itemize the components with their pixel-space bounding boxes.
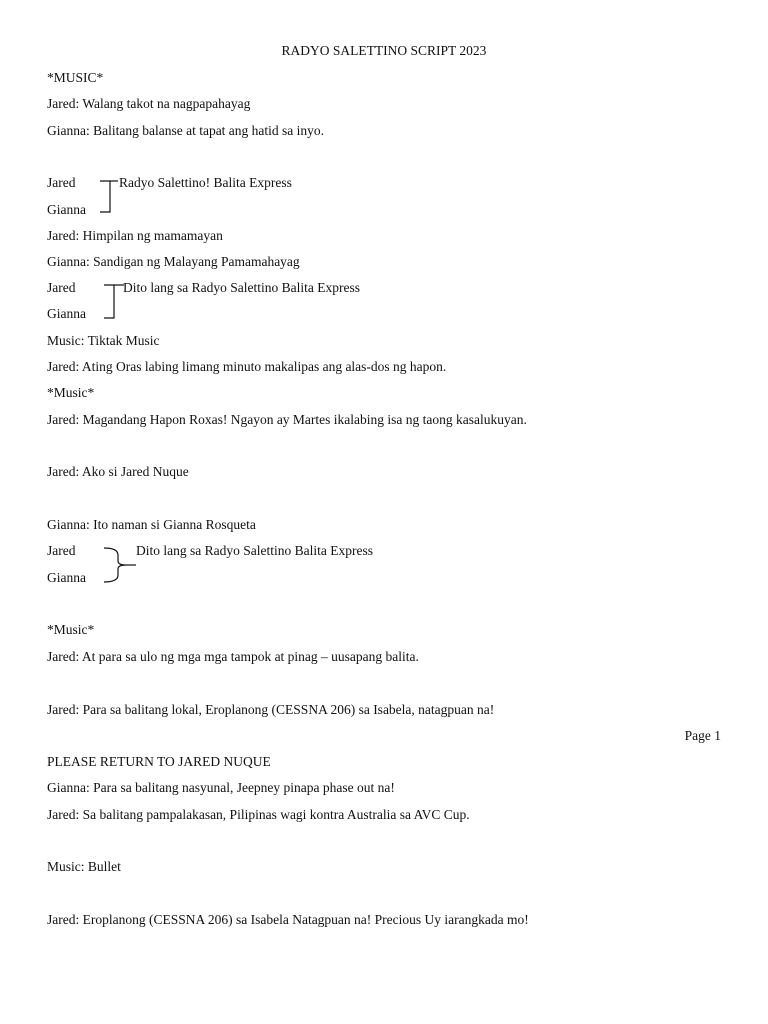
curly-brace-icon	[100, 543, 140, 587]
speaker-label: Jared	[47, 543, 76, 558]
script-line: *Music*	[47, 385, 95, 400]
script-line: Gianna: Para sa balitang nasyunal, Jeepney pinapa phase out na!	[47, 780, 395, 795]
script-line: Jared: At para sa ulo ng mga mga tampok at pinag – uusapang balita.	[47, 649, 419, 664]
script-line: Gianna: Balitang balanse at tapat ang hatid sa inyo.	[47, 123, 325, 138]
script-line: *Music*	[47, 622, 95, 637]
script-line: Jared: Walang takot na nagpapahayag	[47, 96, 251, 111]
script-line: Jared: Ating Oras labing limang minuto makalipas ang alas-dos ng hapon.	[47, 359, 447, 374]
document-title: RADYO SALETTINO SCRIPT 2023	[281, 43, 487, 58]
script-line: Music: Bullet	[47, 859, 121, 874]
script-line: Jared: Himpilan ng mamamayan	[47, 228, 223, 243]
page-number: Page 1	[684, 728, 721, 743]
speaker-label: Gianna	[47, 202, 86, 217]
speaker-label: Gianna	[47, 570, 86, 585]
script-line: *MUSIC*	[47, 70, 104, 85]
script-line: Jared: Eroplanong (CESSNA 206) sa Isabela Natagpuan na! Precious Uy iarangkada mo!	[47, 912, 529, 927]
script-line: Jared: Para sa balitang lokal, Eroplanong (CESSNA 206) sa Isabela, natagpuan na!	[47, 702, 495, 717]
script-line: PLEASE RETURN TO JARED NUQUE	[47, 754, 271, 769]
unison-line: Dito lang sa Radyo Salettino Balita Express	[136, 543, 373, 558]
speaker-label: Jared	[47, 175, 76, 190]
script-line: Jared: Ako si Jared Nuque	[47, 464, 189, 479]
speaker-label: Jared	[47, 280, 76, 295]
script-line: Jared: Sa balitang pampalakasan, Pilipinas wagi kontra Australia sa AVC Cup.	[47, 807, 470, 822]
script-line: Gianna: Ito naman si Gianna Rosqueta	[47, 517, 256, 532]
unison-line: Dito lang sa Radyo Salettino Balita Express	[123, 280, 360, 295]
script-line: Music: Tiktak Music	[47, 333, 160, 348]
speaker-label: Gianna	[47, 306, 86, 321]
unison-line: Radyo Salettino! Balita Express	[119, 175, 292, 190]
script-line: Gianna: Sandigan ng Malayang Pamamahayag	[47, 254, 300, 269]
script-line: Jared: Magandang Hapon Roxas! Ngayon ay Martes ikalabing isa ng taong kasalukuyan.	[47, 412, 527, 427]
